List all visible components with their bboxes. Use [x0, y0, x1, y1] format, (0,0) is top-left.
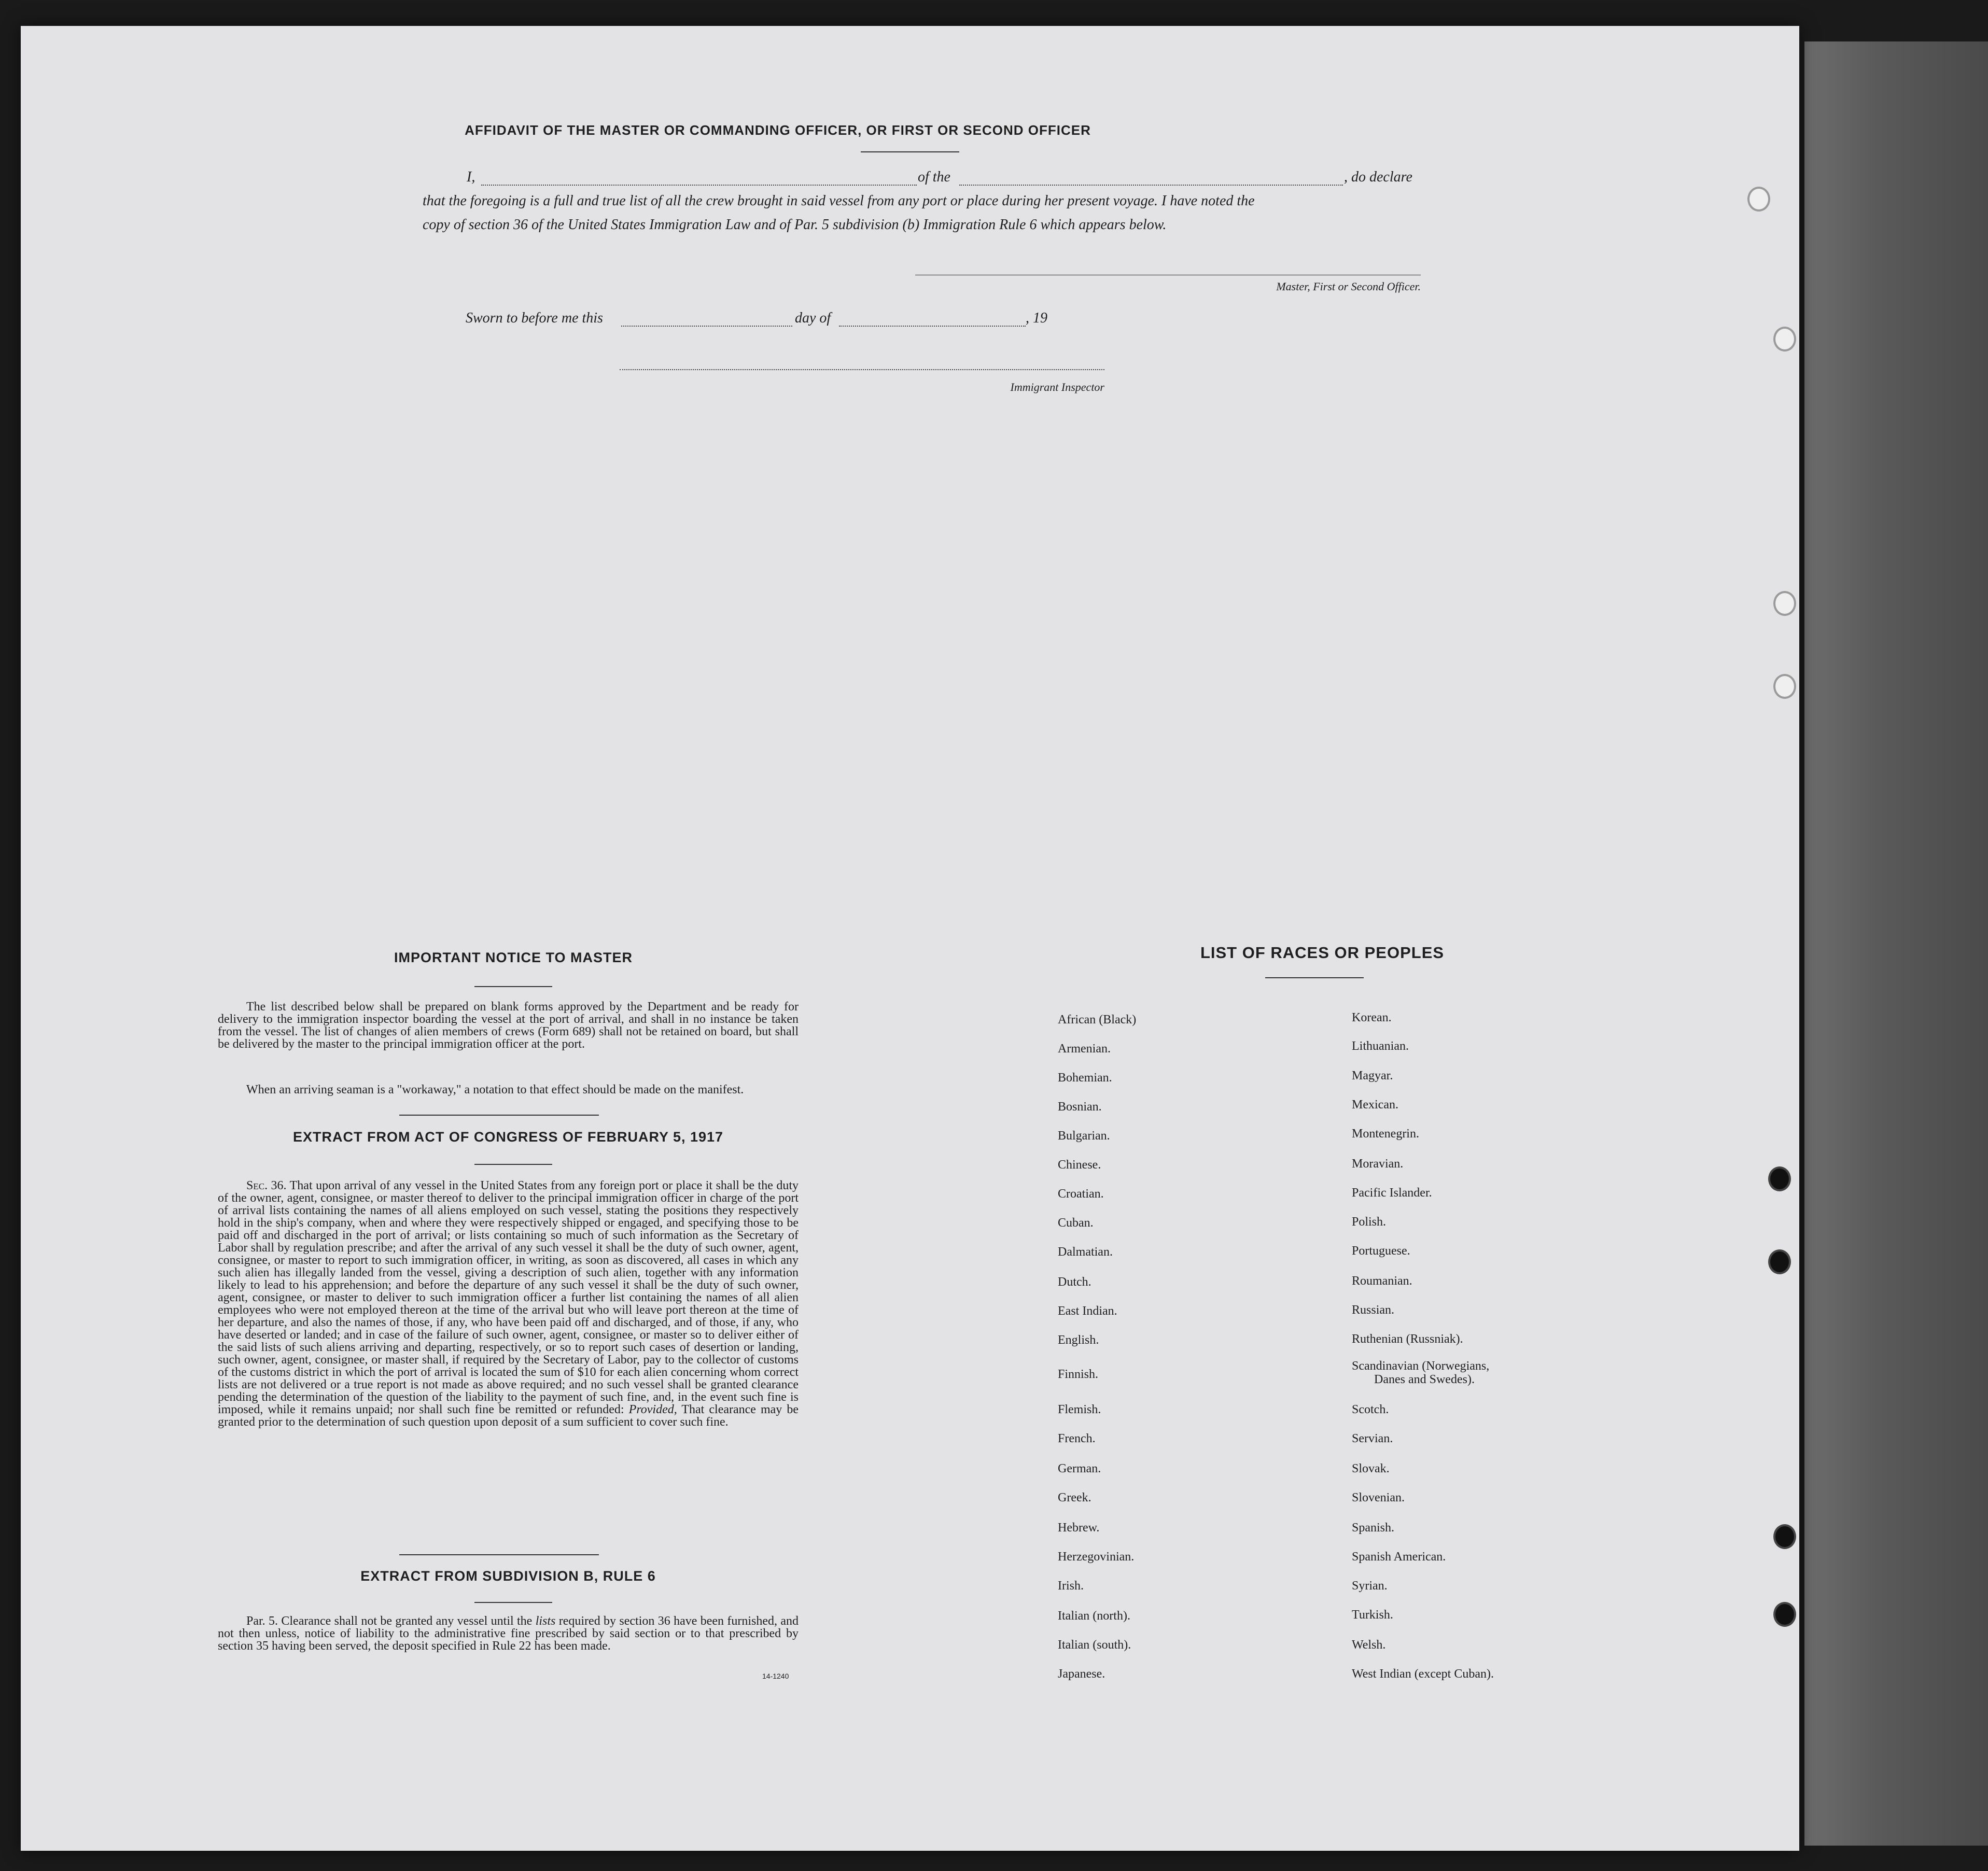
races-title: LIST OF RACES OR PEOPLES — [1200, 944, 1445, 962]
race-item: Turkish. — [1352, 1608, 1393, 1622]
race-item: Spanish American. — [1352, 1550, 1446, 1564]
race-item: English. — [1058, 1333, 1099, 1347]
race-item: Hebrew. — [1058, 1521, 1100, 1535]
binder-holes — [1747, 26, 1799, 1851]
affidavit-line-1 — [467, 169, 1426, 190]
act-tail: That clearance may be granted prior to the determination of such question upon deposit of a sum sufficient to cover such fine. — [218, 1403, 799, 1429]
race-item: Slovenian. — [1352, 1491, 1405, 1504]
inspector-signature-line — [620, 369, 1104, 370]
notice-paragraph-2 — [218, 1084, 799, 1096]
sworn-year: , 19 — [1026, 310, 1047, 326]
notice-paragraph-1 — [218, 1001, 799, 1050]
race-item: Chinese. — [1058, 1158, 1101, 1172]
rule-pre: Par. 5. Clearance shall not be granted any vessel until the — [246, 1614, 533, 1628]
act-title: EXTRACT FROM ACT OF CONGRESS OF FEBRUARY 5, 1917 — [292, 1129, 724, 1145]
divider — [399, 1554, 599, 1555]
notice-para2-text: When an arriving seaman is a "workaway," a notation to that effect should be made on the manifest. — [246, 1083, 744, 1096]
race-item: Lithuanian. — [1352, 1039, 1409, 1053]
race-item: Bulgarian. — [1058, 1129, 1110, 1143]
affidavit-line-3: copy of section 36 of the United States Immigration Law and of Par. 5 subdivision (b) Immigration Rule 6 which appears below. — [423, 217, 1167, 233]
document-page — [21, 26, 1799, 1851]
affidavit-title: AFFIDAVIT OF THE MASTER OR COMMANDING OFFICER, OR FIRST OR SECOND OFFICER — [465, 122, 1091, 138]
race-item: Ruthenian (Russniak). — [1352, 1332, 1463, 1346]
rule-body — [218, 1615, 799, 1652]
race-item: Italian (south). — [1058, 1638, 1131, 1652]
act-underline — [474, 1164, 552, 1165]
title-underline — [861, 151, 959, 152]
binder-hole — [1773, 674, 1796, 699]
race-item: Moravian. — [1352, 1157, 1404, 1171]
divider — [399, 1115, 599, 1116]
race-item: Dalmatian. — [1058, 1245, 1113, 1259]
race-item: Irish. — [1058, 1579, 1084, 1593]
rule-post: required by section 36 have been furnished, and not then unless, notice of liability to the administrative fine prescribed by said section or to that prescribed by section 35 having been served, the deposit specified in Rule 22 has been made. — [218, 1614, 799, 1653]
race-item: Russian. — [1352, 1303, 1395, 1317]
race-item: Italian (north). — [1058, 1609, 1130, 1623]
race-item: Bohemian. — [1058, 1071, 1112, 1085]
race-item: Japanese. — [1058, 1667, 1105, 1681]
race-item: Pacific Islander. — [1352, 1186, 1432, 1200]
binder-hole — [1773, 1602, 1796, 1627]
race-item: Scotch. — [1352, 1403, 1389, 1416]
binder-hole — [1773, 327, 1796, 351]
race-item: Spanish. — [1352, 1521, 1395, 1535]
act-sec-label: Sec. 36. — [246, 1179, 287, 1192]
race-item: Armenian. — [1058, 1042, 1111, 1056]
inspector-signature-label: Immigrant Inspector — [1010, 381, 1104, 393]
race-item: Scandinavian (Norwegians, — [1352, 1359, 1490, 1373]
binder-hole — [1768, 1249, 1791, 1274]
race-item: Dutch. — [1058, 1275, 1091, 1289]
sworn-line — [466, 310, 1140, 331]
race-item: Cuban. — [1058, 1216, 1094, 1230]
race-item: Bosnian. — [1058, 1100, 1102, 1114]
master-signature-label: Master, First or Second Officer. — [1276, 280, 1421, 293]
race-item: Roumanian. — [1352, 1274, 1412, 1288]
act-body — [218, 1179, 799, 1428]
notice-title: IMPORTANT NOTICE TO MASTER — [394, 950, 633, 965]
sworn-day-of: day of — [795, 310, 831, 326]
race-item: Montenegrin. — [1352, 1127, 1419, 1141]
race-item: Portuguese. — [1352, 1244, 1410, 1258]
rule-lists: lists — [535, 1614, 556, 1628]
affidavit-i: I, — [467, 169, 475, 185]
race-item: Flemish. — [1058, 1403, 1101, 1416]
race-item: Greek. — [1058, 1491, 1091, 1504]
race-item: African (Black) — [1058, 1013, 1137, 1026]
notice-para1-text: The list described below shall be prepared on blank forms approved by the Department and be ready for delivery to the immigration inspector boarding the vessel at the port of arrival, and shall in no instance be taken from the vessel. The list of changes of alien members of crews (Form 689) shall not be retained on board, but shall be delivered by the master to the principal immigration officer at the port. — [218, 1000, 799, 1051]
binder-hole — [1773, 591, 1796, 616]
vessel-blank — [959, 185, 1343, 186]
race-item: Magyar. — [1352, 1069, 1393, 1082]
race-item: Danes and Swedes). — [1374, 1373, 1475, 1386]
race-item: Herzegovinian. — [1058, 1550, 1135, 1564]
name-blank — [481, 185, 917, 186]
race-item: Mexican. — [1352, 1098, 1398, 1112]
affidavit-line-2: that the foregoing is a full and true list of all the crew brought in said vessel from any port or place during her present voyage. I have noted the — [423, 193, 1255, 209]
races-underline — [1265, 977, 1364, 978]
race-item: Finnish. — [1058, 1368, 1099, 1381]
notice-underline — [474, 986, 552, 987]
affidavit-declare: , do declare — [1344, 169, 1412, 185]
race-item: Korean. — [1352, 1011, 1392, 1024]
race-item: East Indian. — [1058, 1304, 1117, 1318]
race-item: West Indian (except Cuban). — [1352, 1667, 1494, 1681]
adjacent-page-edge — [1804, 41, 1988, 1846]
race-item: Polish. — [1352, 1215, 1387, 1229]
rule-underline — [474, 1602, 552, 1603]
race-item: Welsh. — [1352, 1638, 1386, 1652]
sworn-month-blank — [839, 326, 1026, 327]
race-item: Croatian. — [1058, 1187, 1104, 1201]
race-item: Syrian. — [1352, 1579, 1388, 1593]
binder-hole — [1773, 1524, 1796, 1549]
rule-title: EXTRACT FROM SUBDIVISION B, RULE 6 — [360, 1568, 656, 1584]
act-provided: Provided, — [628, 1403, 677, 1416]
binder-hole — [1768, 1166, 1791, 1191]
form-number: 14-1240 — [762, 1672, 789, 1680]
race-item: French. — [1058, 1432, 1096, 1445]
race-item: Servian. — [1352, 1432, 1393, 1445]
race-item: Slovak. — [1352, 1462, 1390, 1475]
sworn-day-blank — [621, 326, 792, 327]
affidavit-of-the: of the — [918, 169, 950, 185]
act-body-text: That upon arrival of any vessel in the United States from any foreign port or place it shall be the duty of the owner, agent, consignee, or master thereof to deliver to the principal immigration officer in charge of the port of arrival lists containing the names of all aliens employed on such vessel, stating the positions they respectively hold in the ship's company, when and where they were respectively shipped or engaged, and specifying those to be paid off and discharged in the port of arrival; or lists containing so much of such information as the Secretary of Labor shall by regulation prescribe; and after the arrival of any such vessel it shall be the duty of such owner, agent, consignee, or master to report to such immigration officer, in writing, as soon as discovered, all cases in which any such alien has illegally landed from the vessel, giving a description of such alien, together with any information likely to lead to his apprehension; and before the departure of any such vessel it shall be the duty of such owner, agent, consignee, or master to deliver to such immigration officer a further list containing the names of all alien employees who were not employed thereon at the time of the arrival but who will leave port thereon at the time of her departure, and also the names of those, if any, who have been paid off and discharged, and of those, if any, who have deserted or landed; and in case of the failure of such owner, agent, consignee, or master so to deliver either of the said lists of such aliens arriving and departing, respectively, or so to report such cases of desertion or landing, such owner, agent, consignee, or master shall, if required by the Secretary of Labor, pay to the collector of customs of the customs district in which the port of arrival is located the sum of $10 for each alien concerning whom correct lists are not delivered or a true report is not made as above required; and no such vessel shall be granted clearance pending the determination of the question of the liability to the payment of such fine, and, in the event such fine is imposed, while it remains unpaid; nor shall such fine be remitted or refunded: — [218, 1179, 799, 1416]
binder-hole — [1747, 187, 1770, 212]
race-item: German. — [1058, 1462, 1101, 1475]
sworn-prefix: Sworn to before me this — [466, 310, 603, 326]
